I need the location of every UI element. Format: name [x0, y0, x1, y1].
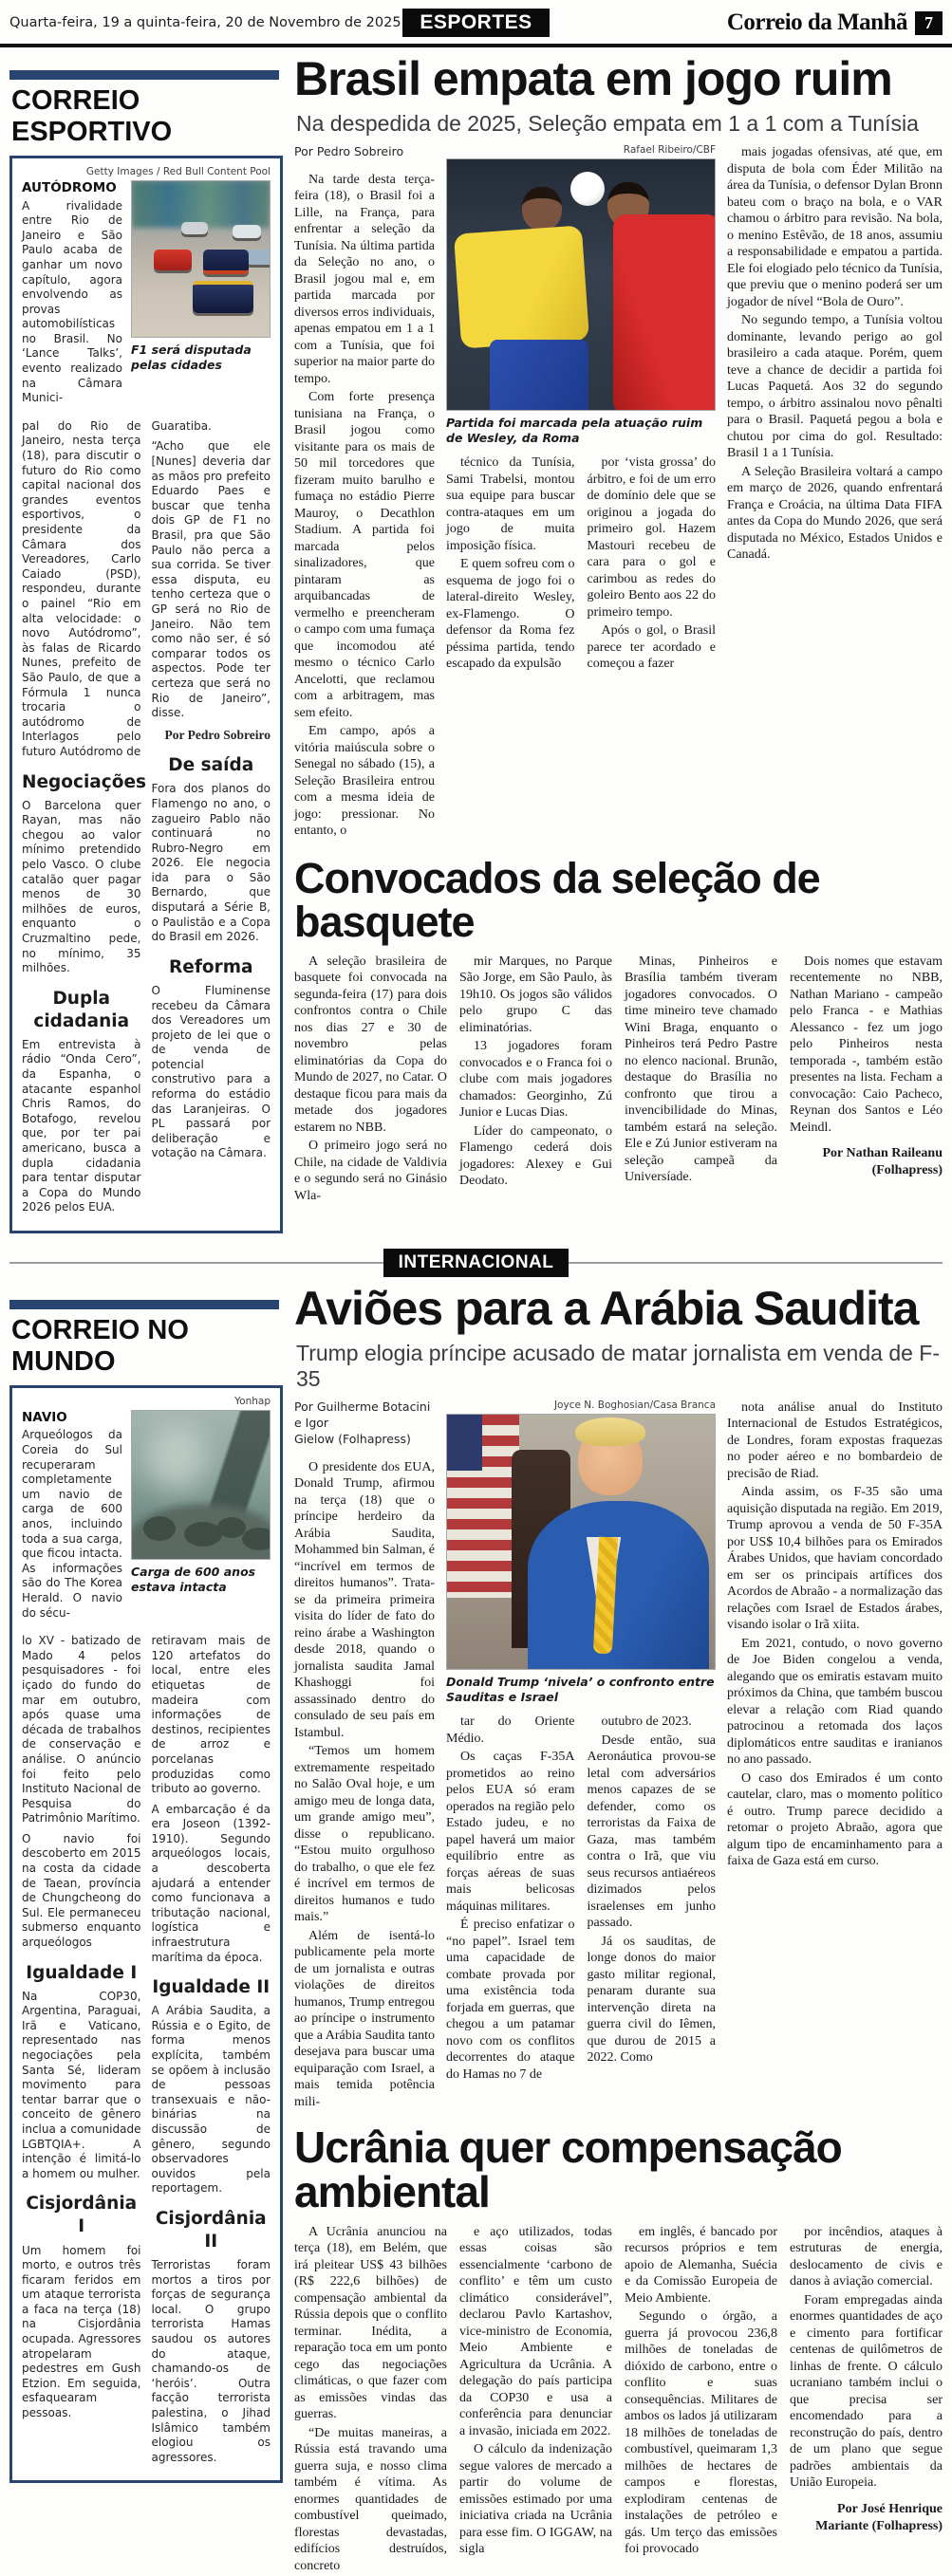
paragraph: Ainda assim, os F-35 são uma aquisição disputada na região. Em 2019, Trump aprovou a venda de 50 F-35A por US$ 10,4 bilhões para os Emirados Árabes Unidos, que haviam concordado em ser os principais artífices dos Acordos de Abraão - a normalização das relações com Israel de Estados árabes, visando isolar o Irã xiita. [727, 1485, 943, 1633]
section-text-cisjordania-2: Terroristas foram mortos a tiros por forças de segurança local. O grupo terrorista Hamas saudou os autores do ataque, chamando-os de ‘heróis’. Outra facção terrorista palestina, o Jihad Islâmico também elogiou os agressores. [151, 2258, 271, 2464]
paragraph: pal do Rio de Janeiro, nesta terça (18), para discutir o futuro do Rio como capital nacional dos grandes eventos esportivos, o presidente da Câmara dos Vereadores, Carlo Caiado (PSD), respondeu, durante o painel “Rio em alta velocidade: o novo Autódromo”, às falas de Ricardo Nunes, prefeito de São Paulo, de que a Fórmula 1 nunca trocaria o autódromo de Interlagos pelo futuro Autódromo de [22, 418, 141, 758]
paragraph: Desde então, sua Aeronáutica provou-se letal com adversários menos capazes de se defender, como os terroristas da Faixa de Gaza, mas também contra o Irã, que viu seus recursos antiaéreos dizimados pelos israelenses em junho passado. [587, 1733, 716, 1931]
paragraph: O caso dos Emirados é um conto cautelar, claro, mas o momento político é outro. Trump parece decidido a retomar o projeto Abraão, agora que algum tipo de encaminhamento para a faixa de Gaza está em curso. [727, 1770, 943, 1869]
artifact-pot-icon [242, 1528, 271, 1550]
section-text-cisjordania-1: Um homem foi morto, e outros três ficaram feridos em um ataque terrorista a faca na terça (18) na Cisjordânia ocupada. Agressores atropelaram pedestres em Gush Etzion. Em seguida, esfaquearam pessoas. [22, 2243, 141, 2420]
paragraph: Minas, Pinheiros e Brasília também tiveram jogadores convocados. O time mineiro teve chamado Wini Braga, enquanto o Pinheiros terá Pedro Pastre no elenco nacional. Brunão, destaque do Brasília no confronto que tirou a invencibilidade do Minas, também estará na seleção. Ele e Zú Junior estiveram na seleção campeã da Universíade. [625, 954, 777, 1185]
autodromo-continuation-right [152, 419, 271, 721]
paragraph: Guaratiba. [151, 418, 212, 433]
f1-race-photo [131, 180, 271, 338]
section-heading-de-saida: De saída [168, 755, 254, 776]
ukraine-col1 [294, 2224, 447, 2576]
soccer-ball-icon [570, 172, 605, 206]
section-heading-cisjordania-2: Cisjordânia II [155, 2209, 267, 2252]
basket-byline-line2: (Folhapress) [871, 1163, 943, 1178]
trump-photo-credit: Joyce N. Boghosian/Casa Branca [553, 1399, 716, 1411]
basket-col2 [459, 954, 612, 1207]
paragraph: A Ucrânia anunciou na terça (18), em Belém, que irá pleitear US$ 43 bilhões (R$ 222,6 bilhões) de compensação ambiental da Rússia depois que o conflito terminar. Inédita, a reparação toca em um ponto cego das negociações climáticas, o que fazer com as emissões vindas das guerras. [294, 2224, 447, 2422]
correio-esportivo-rail [9, 53, 283, 1233]
match-photo-caption: Partida foi marcada pela atuação ruim de Wesley, da Roma [446, 416, 703, 445]
mundo-title: CORREIO NO MUNDO [11, 1314, 189, 1377]
ukraine-headline: Ucrânia quer compensação ambiental [294, 2122, 842, 2216]
f1-photo-caption: F1 será disputada pelas cidades [131, 343, 252, 372]
saudi-col3 [588, 1714, 717, 2085]
paragraph: tar do Oriente Médio. [446, 1714, 575, 1746]
paragraph: Na tarde desta terça-feira (18), o Brasil foi a Lille, na França, para enfrentar a seleção da Tunísia. Na última partida da Seleção no ano, o Brasil jogou mal e, em partida marcada por diversos erros individuais, apenas empatou em 1 a 1 com a Tunísia, que foi superior na maior parte do tempo. [294, 172, 435, 386]
autodromo-intro-column [22, 180, 122, 412]
artifact-pot-icon [217, 1517, 246, 1538]
basket-col4-text [790, 954, 943, 1137]
main-article-center [446, 144, 716, 842]
paragraph: Com forte presença tunisiana na França, o Brasil jogou como visitante para os mais de 50 mil torcedores que fizeram muito barulho e fumaça no estádio Pierre Mauroy, o Decathlon Stadium. A partida foi marcada pelos sinalizadores, que pintaram as arquibancadas de vermelho e preencheram o campo com uma fumaça que incomodou até mesmo o técnico Carlo Ancelotti, que reclamou com a arbitragem, mas sem efeito. [294, 390, 435, 720]
brazil-player-shorts [490, 340, 588, 411]
esportivo-byline: Por Pedro Sobreiro [164, 727, 271, 742]
match-photo-credit: Rafael Ribeiro/CBF [623, 144, 716, 156]
saudi-byline-line1: Por Guilherme Botacini e Igor [294, 1399, 431, 1430]
basket-col3 [625, 954, 777, 1207]
basket-headline: Convocados da seleção de basquete [294, 853, 820, 946]
artifact-pot-icon [143, 1516, 176, 1541]
ukraine-article-grid [294, 2224, 943, 2576]
navio-continuation-left [22, 1634, 141, 1950]
esportivo-accent-bar [9, 70, 279, 80]
main-article-col2 [446, 454, 575, 675]
f1-car-silver-icon [181, 222, 208, 234]
trump-suit [528, 1501, 710, 1670]
esportivo-left-column [22, 418, 147, 1221]
esportivo-right-column [152, 419, 271, 1221]
paragraph: Já os sauditas, de longe donos do maior gasto militar regional, penaram durante sua intervenção direta na guerra civil do Iêmen, que durou de 2015 a 2022. Como [587, 1934, 716, 2066]
main-subhead: Na despedida de 2025, Seleção empata em 1 a 1 com a Tunísia [296, 111, 919, 136]
paragraph: Foram empregadas ainda enormes quantidades de aço e cimento para fortificar centenas de quilômetros de linhas de frente. O cálculo ucraniano também inclui o que precisa ser encomendado para a reconstrução do país, dentro de um plano que segue padrões ambientais da União Europeia. [790, 2292, 943, 2491]
navio-continuation-right [152, 1634, 271, 1965]
paragraph: Em 2021, contudo, o novo governo de Joe Biden congelou a venda, alegando que os emiratis estavam muito próximos da China, que também buscou elevar a relação com Riad quando patrocinou a retomada dos laços diplomáticos entre sauditas e iranianos no ano passado. [727, 1636, 943, 1768]
ukraine-byline-line2: Mariante (Folhapress) [815, 2519, 943, 2534]
basket-byline [790, 1145, 943, 1179]
mundo-box [9, 1385, 283, 2484]
paragraph: Além de isentá-lo publicamente pela morte de um jornalista e outras violações de direitos humanos, Trump entregou ao príncipe o instrumento que a Arábia Saudita tanto desejava para buscar uma equiparação com Israel, a mais temida potência mili- [294, 1928, 435, 2109]
correio-no-mundo-rail [9, 1283, 283, 2576]
sports-main-area [294, 53, 943, 1233]
saudi-col2 [446, 1714, 575, 2085]
main-article-byline: Por Pedro Sobreiro [294, 144, 404, 158]
saudi-subhead: Trump elogia príncipe acusado de matar jornalista em venda de F-35 [296, 1340, 940, 1391]
paragraph: Líder do campeonato, o Flamengo cederá dois jogadores: Alexey e Gui Deodato. [459, 1123, 612, 1189]
ship-photo-credit: Yonhap [234, 1395, 271, 1407]
navio-intro-text: Arqueólogos da Coreia do Sul recuperaram completamente um navio de carga de 600 anos, incluindo toda a sua carga, que ficou intacta. As informações são do The Korea Herald. O navio do sécu- [22, 1428, 122, 1620]
navio-label: NAVIO [22, 1409, 67, 1425]
trump-photo [446, 1414, 716, 1670]
shipwreck-photo [131, 1410, 271, 1560]
internacional-badge: INTERNACIONAL [383, 1249, 569, 1277]
paragraph: A Seleção Brasileira voltará a campo em março de 2026, quando enfrentará França e Croácia, na última Data FIFA antes da Copa do Mundo 2026, que será disputada no México, Estados Unidos e Canadá. [727, 464, 943, 562]
paragraph: retiravam mais de 120 artefatos do local, entre eles etiquetas de madeira com informações de destinos, recipientes de arroz e porcelanas produzidas como tributo ao governo. [151, 1634, 271, 1796]
paragraph: Em campo, após a vitória maiúscula sobre o Senegal no sábado (15), a Seleção Brasileira entrou com a mesma ideia de jogo: pressionar. No entanto, o [294, 724, 435, 839]
ukraine-byline-line1: Por José Henrique [837, 2501, 943, 2516]
section-text-dupla-cidadania: Em entrevista à rádio “Onda Cero”, da Espanha, o atacante espanhol Chris Ramos, do Botafogo, revelou que, por ter pai americano, busca a dupla cidadania para tentar disputar a Copa do Mundo 2026 pelos EUA. [22, 1037, 141, 1214]
brazil-player-shirt [454, 225, 590, 349]
saudi-byline [294, 1399, 435, 1448]
paragraph: técnico da Tunísia, Sami Trabelsi, montou sua equipe para buscar contra-ataques em um jogo de muita imposição física. [446, 455, 575, 553]
us-flag-canton [447, 1415, 482, 1471]
player-head [522, 187, 562, 231]
saudi-byline-line2: Gielow (Folhapress) [294, 1431, 411, 1446]
underwater-haze [146, 1422, 208, 1489]
main-article-grid [294, 144, 943, 842]
saudi-headline: Aviões para a Arábia Saudita [294, 1281, 919, 1335]
f1-car-navy-icon [203, 250, 249, 274]
paragraph: “Temos um homem extremamente respeitado no Salão Oval hoje, e um amigo meu de longa data, um grande amigo meu”, disse o republicano. “Estou muito orgulhoso do trabalho, o que ele fez é incrível em termos de direitos humanos e tudo mais.” [294, 1744, 435, 1925]
main-headline: Brasil empata em jogo ruim [294, 52, 892, 105]
paragraph: por ‘vista grossa’ do árbitro, e foi de um erro de domínio dele que se originou a jogada do primeiro gol. Hazem Mastouri recebeu de cara para o gol e carimbou as redes do goleiro Bento aos 22 do primeiro tempo. [587, 455, 716, 620]
paragraph: 13 jogadores foram convocados e o Franca foi o clube com mais jogadores chamados: Georginho, Zú Junior e Lucas Dias. [459, 1039, 612, 1121]
paragraph: O navio foi descoberto em 2015 na costa da cidade de Taean, província de Chungcheong do Sul. Ele permaneceu submerso enquanto arqueólogos [22, 1831, 141, 1950]
f1-figure [131, 180, 271, 412]
page-number-badge: 7 [915, 11, 943, 35]
paragraph: Os caças F-35A prometidos ao reino pelos EUA só eram operados na região pelo Estado judeu, e no papel haverá um maior equilíbrio entre as forças aéreas de suas mais belicosas máquinas militares. [446, 1750, 575, 1914]
mundo-left-column [22, 1634, 141, 2471]
autodromo-label: AUTÓDROMO [22, 180, 117, 195]
autodromo-intro-text: A rivalidade entre Rio de Janeiro e São Paulo acaba de ganhar um novo capítulo, agora envolvendo as provas automobilísticas no Brasil. No ‘Lance Talks’, evento realizado na Câmara Munici- [22, 198, 122, 405]
paragraph: E quem sofreu com o esquema de jogo foi o lateral-direito Wesley, ex-Flamengo. O defensor da Roma fez péssima partida, tendo escapado da expulsão [446, 557, 575, 672]
f1-car-blue-icon [246, 250, 271, 265]
section-heading-negociacoes: Negociações [22, 771, 147, 792]
section-heading-igualdade-1: Igualdade I [26, 1962, 138, 1983]
trump-photo-caption: Donald Trump ‘nivela’ o confronto entre Sauditas e Israel [446, 1674, 715, 1704]
internacional-divider [9, 1249, 943, 1277]
date-text: Quarta-feira, 19 a quinta-feira, 20 de Novembro de 2025 [9, 15, 401, 30]
basket-byline-line1: Por Nathan Raileanu [822, 1146, 943, 1161]
section-text-reforma: O Fluminense recebeu da Câmara dos Vereadores um projeto de lei que o de venda de potencial construtivo para a reforma do estádio das Laranjeiras. O PL passará por deliberação e votação na Câmara. [151, 983, 271, 1160]
trump-hair [575, 1418, 645, 1446]
match-photo [446, 158, 716, 411]
main-article-col4 [727, 144, 943, 842]
ukraine-byline [790, 2501, 943, 2535]
world-main-area [294, 1283, 943, 2576]
saudi-article-grid [294, 1399, 943, 2112]
paragraph: “Acho que ele [Nunes] deveria dar as mãos pro prefeito Eduardo Paes e buscar que tenha dois GP de F1 no Brasil, pra que São Paulo não perca a sua corrida. Se tiver essa disputa, eu tenho certeza que o GP será no Rio de Janeiro. Não tem como não ser, é só comparar todos os aspectos. Pode ter certeza que será no Rio de Janeiro”, disse. [151, 439, 271, 720]
masthead-title: Correio da Manhã [726, 9, 907, 35]
main-article-col3 [588, 454, 717, 675]
basket-col4 [790, 954, 943, 1207]
f1-photo-background [132, 181, 270, 228]
esportivo-title: CORREIO ESPORTIVO [11, 85, 173, 147]
esportivo-box [9, 156, 283, 1233]
section-text-igualdade-2: A Arábia Saudita, a Rússia e o Egito, de forma menos explícita, também se opõem à inclusão de pessoas transexuais e não-binárias na discussão de gênero, segundo observadores ouvidos pela reportagem. [151, 2004, 271, 2196]
header-rule [0, 44, 952, 47]
saudi-col1 [294, 1399, 435, 2112]
paragraph: O presidente dos EUA, Donald Trump, afirmou na terça (18) que o príncipe herdeiro da Arábia Saudita, Mohammed bin Salman, é “incrível em termos de direitos humanos”. Trata-se da primeira primeira visita do líder de fato do reino árabe a Washington desde 2018, quando o jornalista saudita Jamal Khashoggi foi assassinado dentro do consulado de seu país em Istambul. [294, 1459, 435, 1740]
sports-zone [0, 51, 952, 1233]
f1-car-silver-icon [233, 225, 261, 238]
paragraph: lo XV - batizado de Mado 4 pelos pesquisadores - foi içado do fundo do mar em outubro, após quase uma década de trabalhos de conservação e análise. O anúncio foi feito pelo Instituto Nacional de Pesquisa do Patrimônio Marítimo. [22, 1634, 141, 1825]
paragraph: Após o gol, o Brasil parece ter acordado e começou a fazer [587, 623, 716, 672]
saudi-article-center [446, 1399, 716, 2112]
section-heading-igualdade-2: Igualdade II [152, 1977, 271, 1998]
ukraine-col2 [459, 2224, 612, 2576]
section-heading-cisjordania-1: Cisjordânia I [26, 2194, 138, 2237]
main-article-col1-text [294, 172, 435, 840]
ship-photo-caption: Carga de 600 anos estava intacta [131, 1564, 256, 1594]
section-text-negociacoes: O Barcelona quer Rayan, mas não chegou ao valor mínimo pretendido pelo Vasco. O clube catalão quer pagar menos de 30 milhões de euros, enquanto o Cruzmaltino pede, no mínimo, 35 milhões. [22, 798, 141, 975]
f1-car-navy-icon [193, 281, 253, 313]
main-article-col1 [294, 144, 435, 842]
paragraph: outubro de 2023. [601, 1714, 692, 1730]
paragraph: e aço utilizados, todas essas coisas são essencialmente ‘carbono de conflito’ e têm um custo climático considerável”, declarou Pavlo Kartashov, vice-ministro de Economia, Meio Ambiente e Agricultura da Ucrânia. A delegação do país participa da COP30 e usa a conferência para denunciar a invasão, iniciada em 2022. [459, 2224, 612, 2438]
paragraph: A embarcação é da era Joseon (1392-1910). Segundo arqueólogos locais, a descoberta ajudará a entender como funcionava a tributação nacional, logística e infraestrutura marítima da época. [151, 1802, 271, 1964]
world-zone [0, 1281, 952, 2576]
autodromo-continuation-left [22, 419, 141, 760]
f1-photo-credit: Getty Images / Red Bull Content Pool [85, 166, 271, 177]
section-text-igualdade-1: Na COP30, Argentina, Paraguai, Irã e Vaticano, representado nas negociações pela Santa Sé, lideram movimento para tentar barrar que o conceito de gênero inclua a comunidade LGBTQIA+. A intenção é limitá-lo a homem ou mulher. [22, 1989, 141, 2180]
section-heading-dupla-cidadania: Dupla cidadania [33, 988, 130, 1031]
paragraph: por incêndios, ataques à estruturas de energia, deslocamento de civis e danos à aviação comercial. [790, 2224, 943, 2289]
paragraph: O primeiro jogo será no Chile, na cidade de Valdivia e o segundo será no Ginásio Wla- [294, 1139, 447, 1203]
basket-article-grid [294, 954, 943, 1207]
section-text-de-saida: Fora dos planos do Flamengo no ano, o zagueiro Pablo não continuará no Rubro-Negro em 2026. Ele negocia ida para o São Bernardo, que disputará a Série B, o Paulistão e a Copa do Brasil em 2026. [151, 782, 271, 944]
ukraine-col4-text [790, 2224, 943, 2492]
saudi-col4 [727, 1399, 943, 2112]
mundo-right-column [152, 1634, 271, 2471]
paragraph: Dois nomes que estavam recentemente no NBB, Nathan Mariano - campeão pelo Franca - e Mathias Alessanco - fez um jogo pelo Pinheiros nesta temporada -, também estão presentes na lista. Fecham a convocação: Caio Pacheco, Reynan dos Santos e Léo Meindl. [790, 954, 943, 1135]
paragraph: Segundo o órgão, a guerra já provocou 236,8 milhões de toneladas de dióxido de carbono, entre o conflito e suas consequências. Militares de ambos os lados já utilizaram 18 milhões de toneladas de combustível, queimaram 1,3 milhões de hectares de campos e florestas, explodiram centenas de instalações de petróleo e gás. Um terço das emissões foi provocado [625, 2309, 777, 2557]
esportes-section-badge: ESPORTES [402, 9, 549, 37]
paragraph: O cálculo da indenização segue valores de mercado a partir do volume de emissões estimado por uma iniciativa criada na Ucrânia para esse fim. O IGGAW, na sigla [459, 2442, 612, 2557]
f1-car-red-icon [154, 250, 192, 270]
paragraph: A seleção brasileira de basquete foi convocada na segunda-feira (17) para dois confrontos contra o Chile nos dias 27 e 30 de novembro pelas eliminatórias da Copa do Mundo de 2027, no Catar. O destaque ficou para mais da metade dos jogadores estarem no NBB. [294, 954, 447, 1135]
mundo-accent-bar [9, 1300, 279, 1309]
paragraph: É preciso enfatizar o “no papel”. Israel tem uma capacidade de combate provada por uma existência toda forjada em guerras, que chegou a um patamar novo com os conflitos decorrentes do ataque do Hamas no 7 de [446, 1918, 575, 2082]
basket-col1 [294, 954, 447, 1207]
paragraph: “De muitas maneiras, a Rússia está travando uma guerra suja, e nosso clima também é vítima. As enormes quantidades de combustível queimado, florestas devastadas, edifícios destruídos, concreto [294, 2425, 447, 2573]
navio-intro-column [22, 1410, 122, 1626]
paragraph: mir Marques, no Parque São Jorge, em São Paulo, às 19h10. Os jogos são válidos pelo grupo C das eliminatórias. [459, 954, 612, 1035]
paragraph: em inglês, é bancado por recursos próprios e tem apoio de Alemanha, Suécia e da Comissão Europeia de Meio Ambiente. [625, 2224, 777, 2306]
paragraph: mais jogadas ofensivas, até que, em disputa de bola com Éder Militão na área da Tunísia, o defensor Dylan Bronn bateu com o braço na bola, e o VAR chamou o árbitro para revisão. Na bola, o menino Estêvão, de 18 anos, assumiu a responsabilidade e empatou a partida. Ele foi elogiado pelo técnico da Tunísia, que previu que o menino poderá ser um jogador de nível “Bola de Ouro”. [727, 145, 943, 309]
ukraine-col3 [625, 2224, 777, 2576]
paragraph: nota análise anual do Instituto Internacional de Estudos Estratégicos, de Londres, foram expostas fraquezas no poder aéreo e no bombardeio de precisão de Riad. [727, 1399, 943, 1481]
paragraph: No segundo tempo, a Tunísia voltou dominante, levando perigo ao gol brasileiro a cada ataque. Porém, quem teve a chance de decidir a partida foi Lucas Paquetá. Aos 32 do segundo tempo, o árbitro assinalou novo pênalti para o Brasil. Paquetá pegou a bola e chutou por cima do gol. Resultado: Brasil 1 a 1 Tunísia. [727, 313, 943, 460]
section-heading-reforma: Reforma [169, 956, 253, 977]
ship-figure [131, 1410, 271, 1626]
saudi-col1-text [294, 1459, 435, 2111]
ukraine-col4 [790, 2224, 943, 2576]
page-header [0, 0, 952, 44]
tunisia-player-shirt [613, 214, 716, 411]
